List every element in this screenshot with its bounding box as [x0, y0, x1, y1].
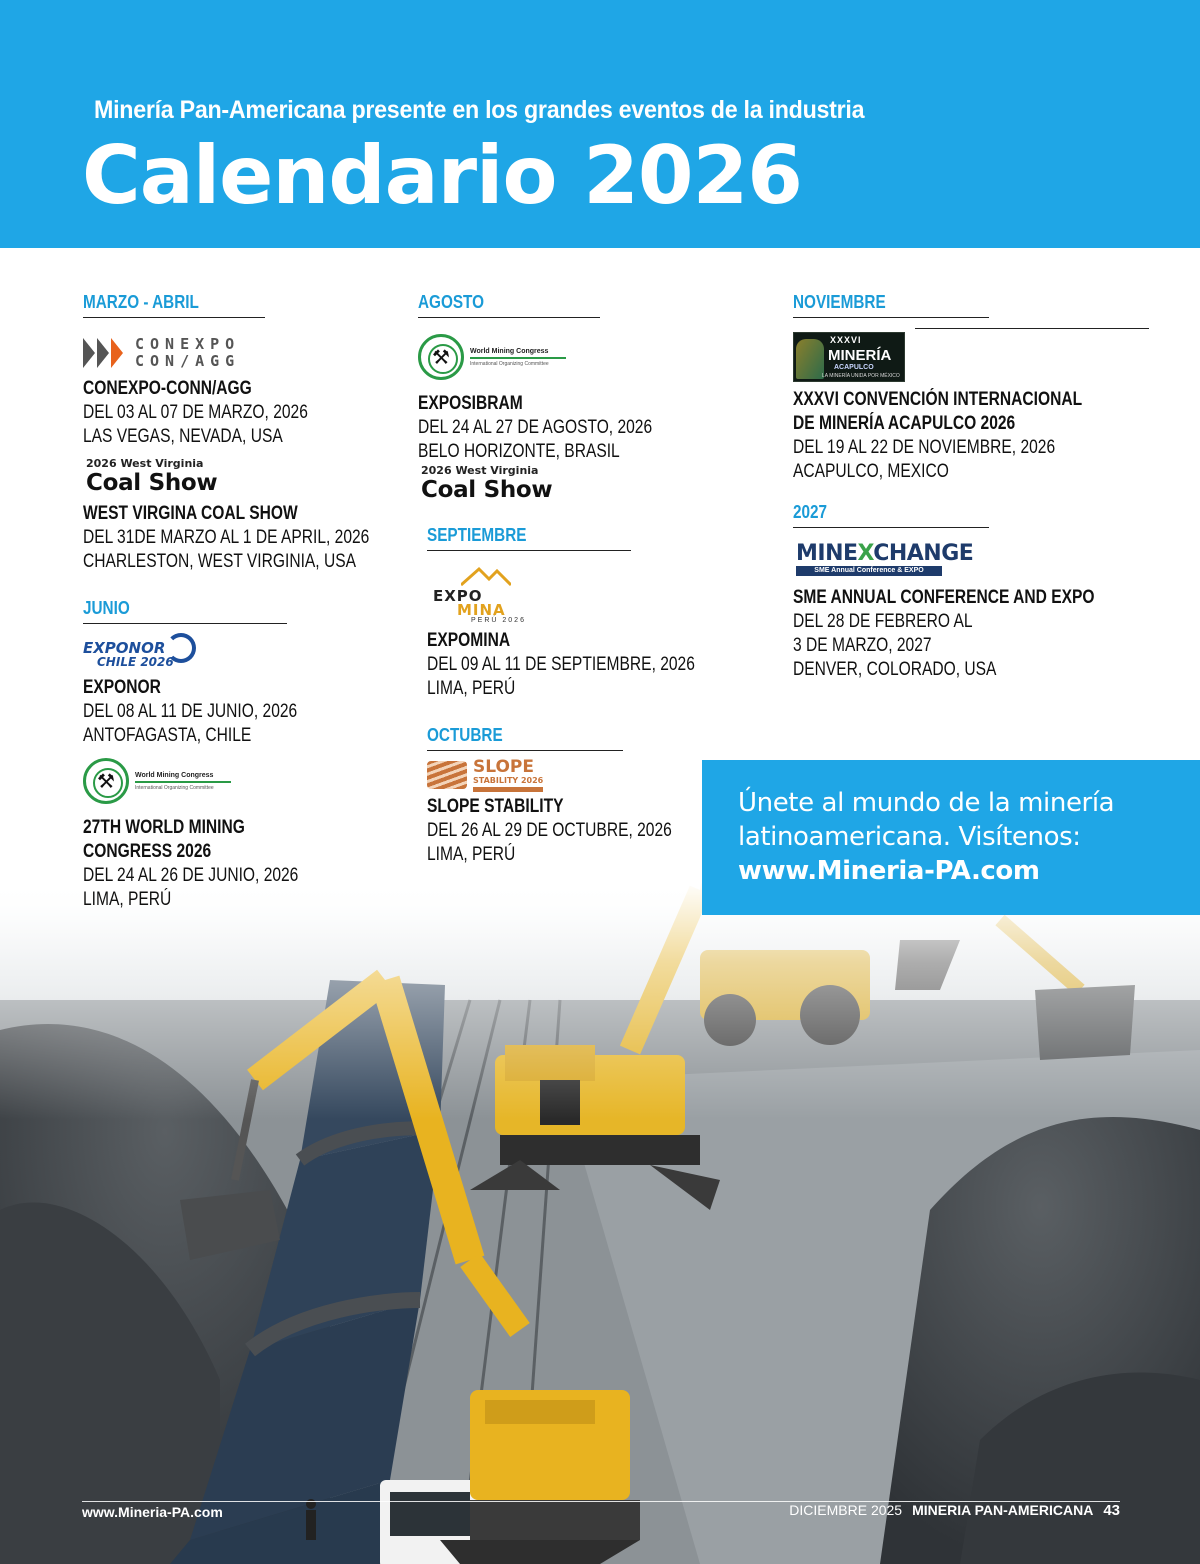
expomina-logo-sub: PERÚ 2026	[471, 617, 526, 624]
event-place: LIMA, PERÚ	[427, 844, 516, 865]
footer-magazine: MINERIA PAN-AMERICANA	[912, 1502, 1094, 1518]
wmc-logo-title: World Mining Congress	[470, 347, 549, 355]
page-number: 43	[1103, 1502, 1120, 1519]
page-title: Calendario 2026	[82, 129, 802, 222]
wmc-logo-sub: International Organizing Committee	[470, 360, 549, 367]
coal-logo-main: Coal Show	[421, 477, 553, 503]
event-place: LIMA, PERÚ	[83, 889, 172, 910]
column-2	[418, 292, 718, 867]
minex-logo-sub: SME Annual Conference & EXPO	[796, 566, 942, 576]
event-name-line-1: XXXVI CONVENCIÓN INTERNACIONAL	[793, 389, 1083, 410]
event-dates-line-1: DEL 28 DE FEBRERO AL	[793, 611, 973, 632]
divider	[427, 550, 631, 551]
event-place: CHARLESTON, WEST VIRGINIA, USA	[83, 551, 356, 572]
cta-box	[702, 760, 1200, 915]
event-dates: DEL 08 AL 11 DE JUNIO, 2026	[83, 701, 298, 722]
month-heading-2027: 2027	[793, 502, 828, 522]
event-name-line-2: CONGRESS 2026	[83, 841, 212, 862]
event-name: EXPOSIBRAM	[418, 393, 523, 414]
event-name-line-2: DE MINERÍA ACAPULCO 2026	[793, 413, 1016, 434]
minex-logo-change: CHANGE	[873, 541, 974, 566]
wmc-logo-sub: International Organizing Committee	[135, 784, 214, 791]
footer-info	[789, 1502, 1120, 1519]
slope-logo-title: SLOPE	[473, 756, 534, 777]
exponor-logo-sub: CHILE 2026	[97, 654, 174, 669]
event-dates: DEL 09 AL 11 DE SEPTIEMBRE, 2026	[427, 654, 695, 675]
divider	[793, 317, 989, 318]
event-name: CONEXPO-CONN/AGG	[83, 378, 252, 399]
coal-show-logo	[86, 457, 383, 496]
event-dates: DEL 26 AL 29 DE OCTUBRE, 2026	[427, 820, 672, 841]
minex-logo-mine: MINE	[796, 541, 858, 566]
event-dates: DEL 03 AL 07 DE MARZO, 2026	[83, 402, 308, 423]
cta-line-2: latinoamericana. Visítenos:	[738, 822, 1081, 852]
divider	[915, 328, 1149, 329]
event-name: SME ANNUAL CONFERENCE AND EXPO	[793, 587, 1095, 608]
event-place: DENVER, COLORADO, USA	[793, 659, 997, 680]
event-dates: DEL 31DE MARZO AL 1 DE APRIL, 2026	[83, 527, 370, 548]
header-kicker: Minería Pan-Americana presente en los grandes eventos de la industria	[94, 96, 865, 124]
mineria-acapulco-logo	[793, 332, 905, 382]
coal-show-logo	[421, 464, 718, 503]
month-heading-noviembre: NOVIEMBRE	[793, 292, 886, 312]
coal-logo-top: 2026 West Virginia	[86, 457, 204, 470]
event-name: EXPOMINA	[427, 630, 511, 651]
event-dates: DEL 24 AL 26 DE JUNIO, 2026	[83, 865, 299, 886]
slope-stability-logo	[427, 757, 718, 793]
divider	[83, 317, 265, 318]
header-banner	[0, 0, 1200, 248]
footer-site-link[interactable]: www.Mineria-PA.com	[82, 1504, 223, 1520]
mining-scene-illustration	[0, 880, 1200, 1564]
month-heading-octubre: OCTUBRE	[427, 725, 503, 745]
event-name-line-1: 27TH WORLD MINING	[83, 817, 245, 838]
acapulco-logo-tagline: LA MINERÍA UNIDA POR MÉXICO	[822, 373, 900, 379]
exponor-logo	[83, 632, 383, 676]
acapulco-logo-numeral: XXXVI	[830, 335, 862, 345]
event-place: LAS VEGAS, NEVADA, USA	[83, 426, 283, 447]
globe-icon: ⚒	[418, 334, 464, 380]
event-name: WEST VIRGINA COAL SHOW	[83, 503, 298, 524]
event-place: LIMA, PERÚ	[427, 678, 516, 699]
coal-logo-main: Coal Show	[86, 470, 218, 496]
expomina-logo	[427, 565, 718, 623]
exponor-logo-top: EXPONOR	[83, 638, 166, 657]
divider	[83, 623, 287, 624]
slope-logo-sub: STABILITY 2026	[473, 775, 544, 785]
miner-figure-icon	[796, 339, 824, 379]
event-place: BELO HORIZONTE, BRASIL	[418, 441, 620, 462]
footer-date: DICIEMBRE 2025	[789, 1502, 903, 1518]
event-place: ACAPULCO, MEXICO	[793, 461, 949, 482]
month-heading-agosto: AGOSTO	[418, 292, 485, 312]
cta-line-1: Únete al mundo de la minería	[738, 788, 1115, 818]
divider	[793, 527, 989, 528]
conexpo-logo	[83, 333, 383, 373]
minex-logo-x: X	[857, 541, 874, 566]
conexpo-logo-line-2: CON/AGG	[135, 352, 241, 370]
column-3	[793, 292, 1153, 682]
world-mining-congress-logo	[83, 756, 383, 806]
wmc-logo-title: World Mining Congress	[135, 771, 214, 779]
event-dates: DEL 19 AL 22 DE NOVIEMBRE, 2026	[793, 437, 1056, 458]
coal-logo-top: 2026 West Virginia	[421, 464, 539, 477]
expomina-logo-mina: MINA	[457, 601, 506, 619]
column-1	[83, 292, 383, 912]
mining-photo	[0, 880, 1200, 1564]
event-dates: DEL 24 AL 27 DE AGOSTO, 2026	[418, 417, 653, 438]
month-heading-marzo-abril: MARZO - ABRIL	[83, 292, 199, 312]
conexpo-logo-line-1: CONEXPO	[135, 335, 241, 353]
minexchange-logo	[796, 542, 1153, 576]
globe-icon: ⚒	[83, 758, 129, 804]
month-heading-junio: JUNIO	[83, 598, 130, 618]
divider	[418, 317, 600, 318]
exponor-swoosh-icon	[166, 633, 196, 663]
divider	[427, 750, 623, 751]
mountain-icon	[461, 565, 511, 587]
expomina-logo-expo: EXPO	[433, 587, 483, 605]
cta-url-link[interactable]: www.Mineria-PA.com	[738, 856, 1040, 886]
event-name: SLOPE STABILITY	[427, 796, 564, 817]
acapulco-logo-acapulco: ACAPULCO	[834, 364, 874, 371]
world-mining-congress-logo	[418, 332, 718, 382]
event-name: EXPONOR	[83, 677, 161, 698]
slope-icon	[427, 761, 467, 789]
acapulco-logo-mineria: MINERÍA	[828, 347, 892, 364]
event-place: ANTOFAGASTA, CHILE	[83, 725, 252, 746]
month-heading-septiembre: SEPTIEMBRE	[427, 525, 527, 545]
event-dates-line-2: 3 DE MARZO, 2027	[793, 635, 932, 656]
